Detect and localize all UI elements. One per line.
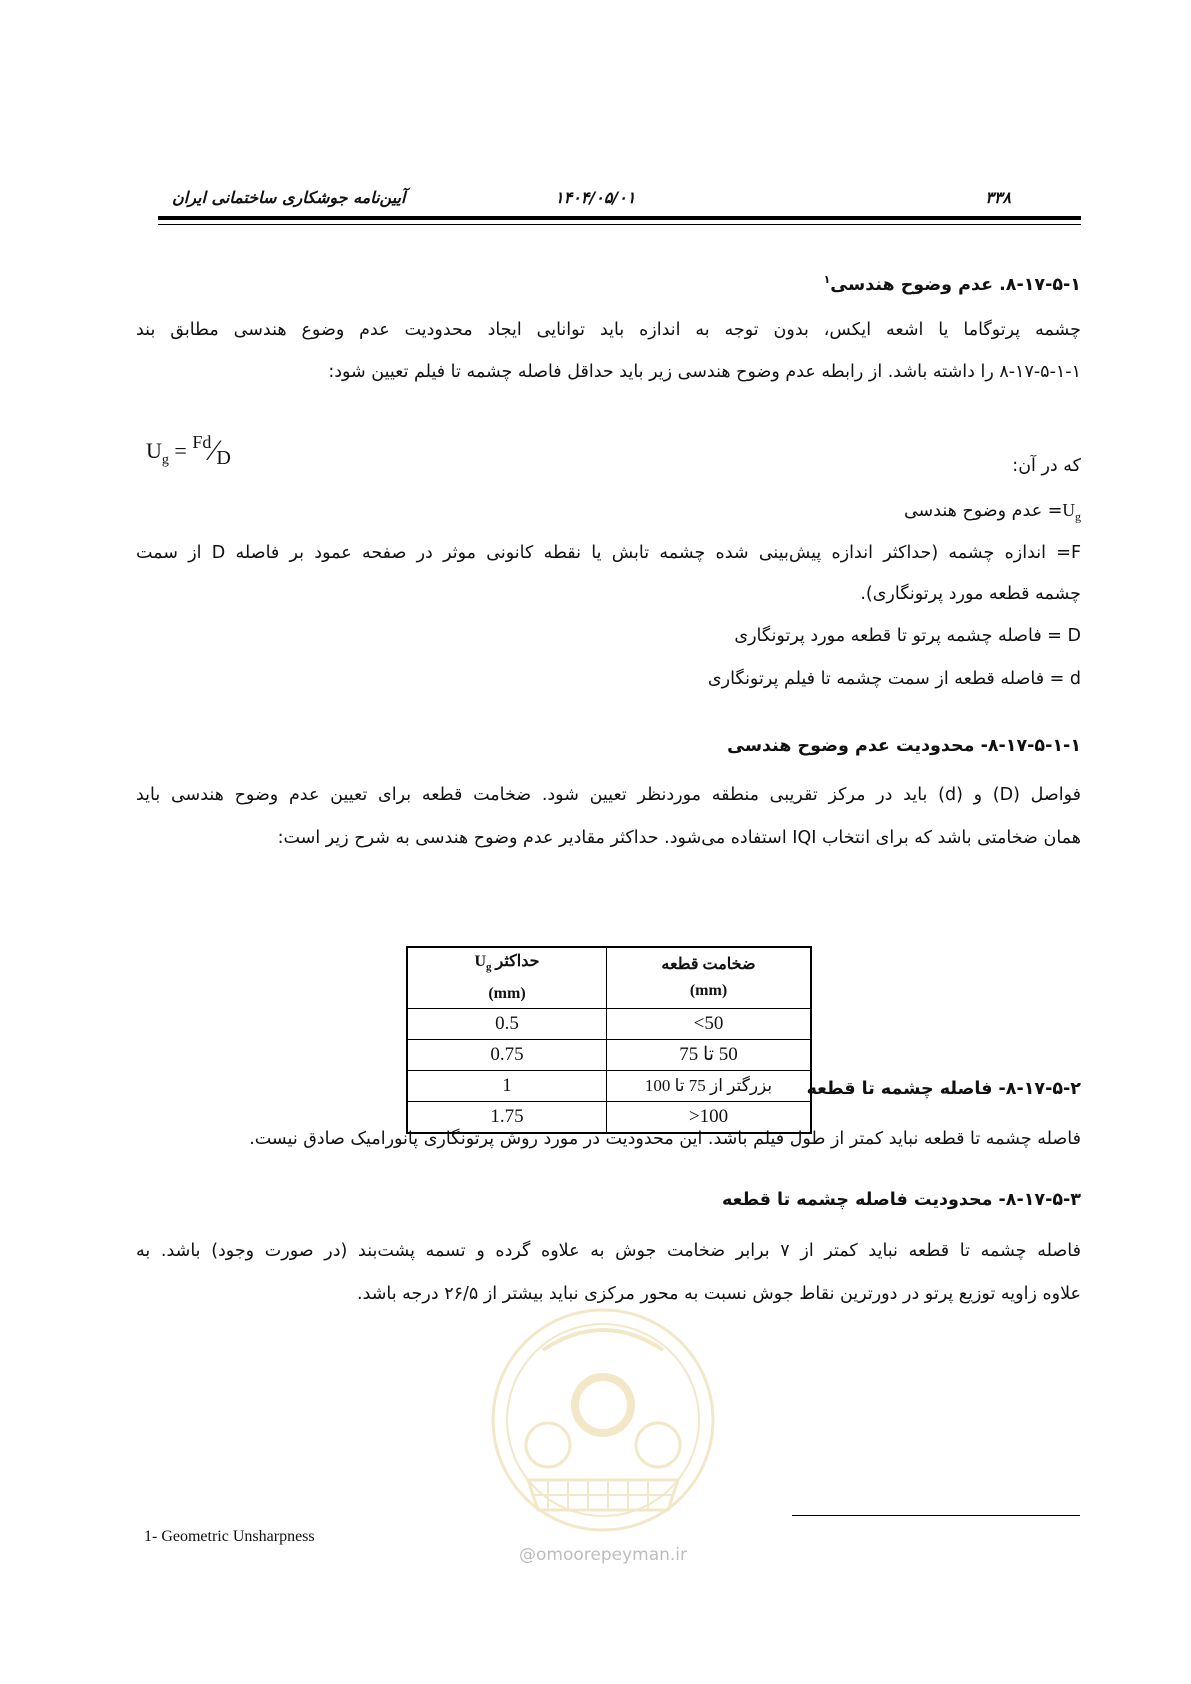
table-header-ug (407, 947, 607, 1009)
table-cell-thickness: 50 تا 75 (607, 1040, 812, 1071)
header-date: ۱۴۰۴/۰۵/۰۱ (555, 188, 636, 207)
header-ug-symbol: U (474, 953, 487, 971)
header-ug-label: حداکثر (495, 953, 540, 971)
page-number: ۳۳۸ (985, 188, 1011, 207)
formula-lhs-sub: g (161, 452, 169, 468)
header-thickness-label: ضخامت قطعه (661, 956, 756, 973)
definitions-intro: که در آن: (1012, 456, 1081, 476)
paragraph-line: فاصله چشمه تا قطعه نباید کمتر از طول فیلم باشد. این محدودیت در مورد روش پرتونگاری پانورامیک صادق نیست. (249, 1129, 1081, 1149)
paragraph-line: فواصل (D) و (d) باید در مرکز تقریبی منطقه موردنظر تعیین شود. ضخامت قطعه برای تعیین عدم وضوح هندسی باید (136, 785, 1081, 805)
footnote-rule (792, 1515, 1080, 1516)
section-heading-geometric-unsharpness (824, 266, 1081, 299)
table-cell-thickness: <50 (607, 1009, 812, 1040)
header-rule-thick (158, 216, 1081, 220)
section-heading-limits: ۸-۱۷-۵-۱-۱- محدودیت عدم وضوح هندسی (727, 736, 1081, 756)
definition-D: D = فاصله چشمه پرتو تا قطعه مورد پرتونگاری (734, 626, 1081, 646)
ug-limits-table (406, 946, 812, 1134)
paragraph-line: همان ضخامتی باشد که برای انتخاب IQI استفاده می‌شود. حداکثر مقادیر عدم وضوح هندسی به شرح زیر است: (277, 828, 1081, 848)
section-heading-text: ۸-۱۷-۵-۱. عدم وضوح هندسی (830, 274, 1081, 295)
header-ug-unit: (mm) (488, 984, 526, 1002)
definition-d: d = فاصله قطعه از سمت چشمه تا فیلم پرتونگاری (707, 669, 1081, 689)
formula-lhs: U (146, 438, 162, 463)
definition-f-line1: F= اندازه چشمه (حداکثر اندازه پیش‌بینی شده چشمه تابش یا نقطه کانونی موثر در صفحه عمود بر فاصله D از سمت (136, 543, 1082, 563)
formula-ug (146, 432, 231, 468)
formula-numerator: Fd (192, 432, 212, 452)
fraction-slash: ⁄ (211, 434, 217, 467)
ug-sub: g (1075, 509, 1081, 524)
ug-definition-text: = عدم وضوح هندسی (903, 501, 1063, 521)
formula-denominator: D (216, 447, 231, 469)
header-thickness-unit: (mm) (689, 982, 728, 999)
header-ug-sub: g (486, 961, 492, 974)
header-title: آیین‌نامه جوشکاری ساختمانی ایران (172, 188, 406, 207)
table-cell-ug: 1.75 (407, 1102, 607, 1134)
section-heading-source-distance: ۸-۱۷-۵-۲- فاصله چشمه تا قطعه (806, 1079, 1081, 1099)
footnote-marker: ۱ (823, 273, 831, 286)
paragraph-line: فاصله چشمه تا قطعه نباید کمتر از ۷ برابر ضخامت جوش به علاوه گرده و تسمه پشت‌بند (در صورت وجود) باشد. به (136, 1241, 1081, 1261)
table-header-thickness (607, 947, 812, 1009)
paragraph-line: چشمه پرتوگاما یا اشعه ایکس، بدون توجه به اندازه باید توانایی ایجاد محدودیت عدم وضوع هندسی مطابق بند (136, 320, 1081, 340)
paragraph-line: علاوه زاویه توزیع پرتو در دورترین نقاط جوش نسبت به محور مرکزی نباید بیشتر از ۲۶/۵ درجه باشد. (357, 1284, 1081, 1304)
table-row (407, 1071, 811, 1102)
table-cell-ug: 0.5 (407, 1009, 607, 1040)
definition-ug (904, 496, 1081, 531)
footnote-text: 1- Geometric Unsharpness (144, 1528, 315, 1545)
table-header-row (407, 947, 811, 1009)
section-heading-distance-limit: ۸-۱۷-۵-۳- محدودیت فاصله چشمه تا قطعه (721, 1190, 1081, 1210)
definition-f-line2: چشمه قطعه مورد پرتونگاری). (860, 584, 1081, 604)
table-cell-thickness: بزرگتر از 75 تا 100 (607, 1071, 812, 1102)
ug-symbol: U (1062, 500, 1075, 520)
formula-equals: = (168, 438, 193, 463)
table-cell-thickness: >100 (607, 1102, 812, 1134)
header-rule-thin (158, 224, 1081, 225)
table-cell-ug: 1 (407, 1071, 607, 1102)
paragraph-line: ۸-۱۷-۵-۱-۱ را داشته باشد. از رابطه عدم وضوح هندسی زیر باید حداقل فاصله چشمه تا فیلم تعیین شود: (328, 362, 1081, 382)
table-row (407, 1009, 811, 1040)
table-cell-ug: 0.75 (407, 1040, 607, 1071)
watermark-text: @omoorepeyman.ir (518, 1545, 688, 1565)
table-row (407, 1040, 811, 1071)
watermark-seal-icon (488, 1305, 718, 1535)
